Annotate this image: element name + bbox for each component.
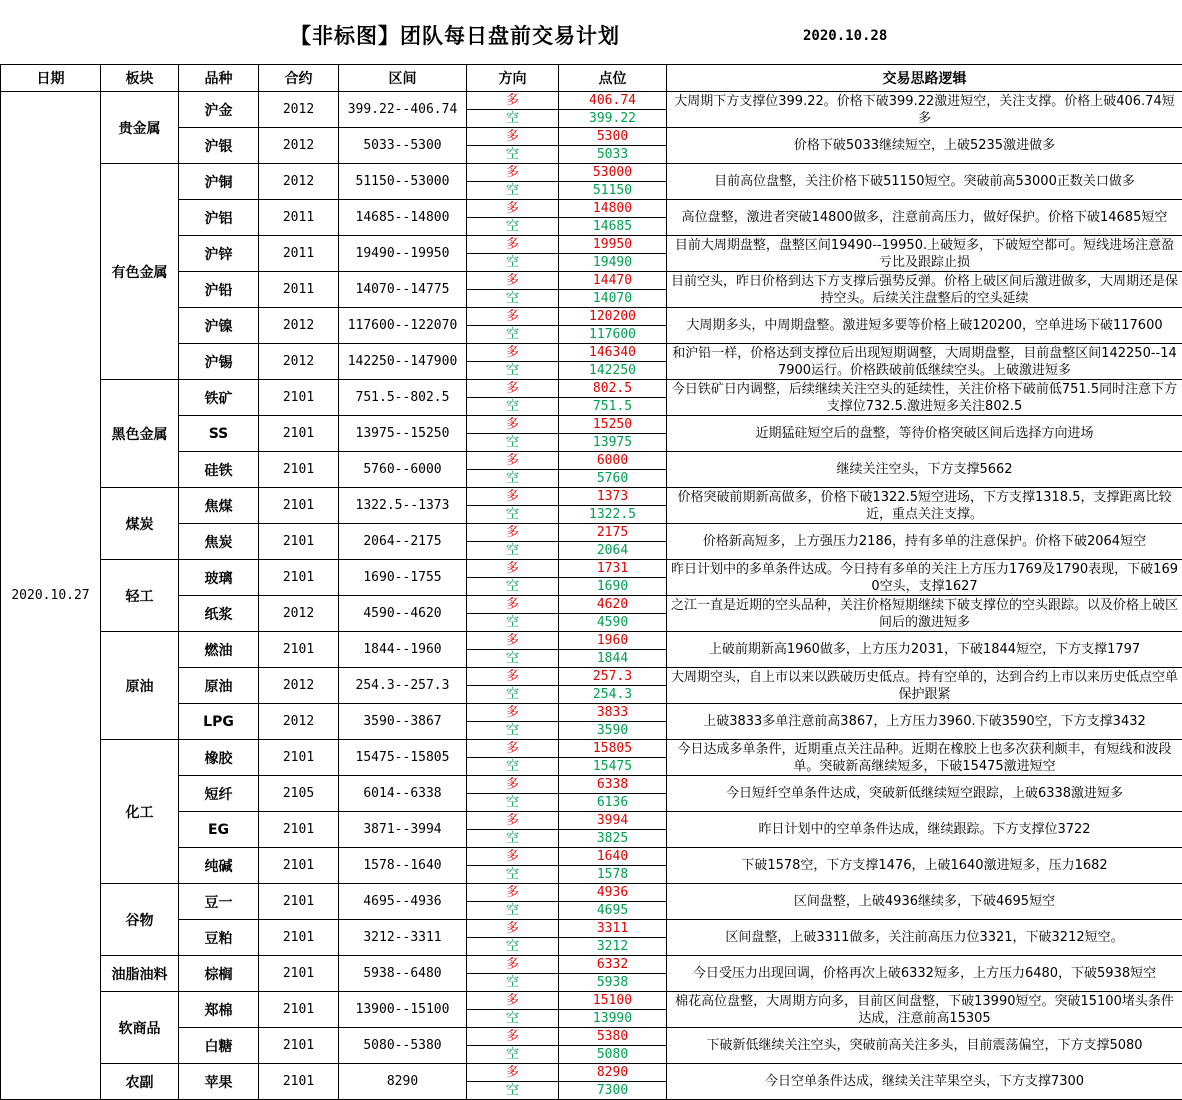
level-long: 802.5 <box>559 380 667 398</box>
sector-cell: 软商品 <box>101 992 179 1064</box>
level-long: 1731 <box>559 560 667 578</box>
direction-long: 多 <box>467 236 559 254</box>
level-long: 120200 <box>559 308 667 326</box>
table-row <box>1 956 1182 974</box>
range-cell: 3590--3867 <box>339 704 467 740</box>
logic-cell: 目前空头，昨日价格到达下方支撑后强势反弹。价格上破区间后激进做多，大周期还是保持空头。后续关注盘整后的空头延续 <box>667 272 1182 308</box>
col-header-level: 点位 <box>559 65 667 92</box>
direction-short: 空 <box>467 614 559 632</box>
level-long: 3311 <box>559 920 667 938</box>
col-header-variety: 品种 <box>179 65 259 92</box>
direction-short: 空 <box>467 722 559 740</box>
variety-cell: LPG <box>179 704 259 740</box>
variety-cell: 短纤 <box>179 776 259 812</box>
variety-cell: 沪锌 <box>179 236 259 272</box>
range-cell: 5938--6480 <box>339 956 467 992</box>
range-cell: 13900--15100 <box>339 992 467 1028</box>
logic-cell: 近期猛砫短空后的盘整，等待价格突破区间后选择方向进场 <box>667 416 1182 452</box>
table-row <box>1 92 1182 110</box>
direction-long: 多 <box>467 776 559 794</box>
logic-cell: 今日达成多单条件，近期重点关注品种。近期在橡胶上也多次获利颇丰，有短线和波段单。突破新高继续短多，下破15475激进短空 <box>667 740 1182 776</box>
contract-cell: 2101 <box>259 1028 339 1064</box>
table-row <box>1 992 1182 1010</box>
logic-cell: 目前高位盘整，关注价格下破51150短空。突破前高53000正数关口做多 <box>667 164 1182 200</box>
variety-cell: EG <box>179 812 259 848</box>
direction-long: 多 <box>467 596 559 614</box>
variety-cell: 豆一 <box>179 884 259 920</box>
contract-cell: 2012 <box>259 92 339 128</box>
col-header-date: 日期 <box>1 65 101 92</box>
table-row <box>1 848 1182 866</box>
page-title: 【非标图】团队每日盘前交易计划 <box>290 20 620 50</box>
variety-cell: 焦炭 <box>179 524 259 560</box>
range-cell: 5033--5300 <box>339 128 467 164</box>
contract-cell: 2101 <box>259 380 339 416</box>
direction-short: 空 <box>467 1082 559 1100</box>
direction-long: 多 <box>467 344 559 362</box>
direction-short: 空 <box>467 326 559 344</box>
logic-cell: 继续关注空头，下方支撑5662 <box>667 452 1182 488</box>
direction-long: 多 <box>467 416 559 434</box>
level-short: 19490 <box>559 254 667 272</box>
direction-short: 空 <box>467 686 559 704</box>
level-long: 14800 <box>559 200 667 218</box>
date-cell: 2020.10.27 <box>1 92 101 1100</box>
logic-cell: 今日铁矿日内调整，后续继续关注空头的延续性，关注价格下破前低751.5同时注意下方支撑位732.5.激进短多关注802.5 <box>667 380 1182 416</box>
table-row <box>1 200 1182 218</box>
logic-cell: 今日短纤空单条件达成，突破新低继续短空跟踪，上破6338激进短多 <box>667 776 1182 812</box>
title-area <box>0 0 1182 64</box>
direction-short: 空 <box>467 866 559 884</box>
range-cell: 14685--14800 <box>339 200 467 236</box>
level-short: 6136 <box>559 794 667 812</box>
table-row <box>1 776 1182 794</box>
col-header-direction: 方向 <box>467 65 559 92</box>
variety-cell: 硅铁 <box>179 452 259 488</box>
variety-cell: 沪银 <box>179 128 259 164</box>
logic-cell: 目前大周期盘整，盘整区间19490--19950.上破短多，下破短空都可。短线进场注意盈亏比及跟踪止损 <box>667 236 1182 272</box>
logic-cell: 下破1578空，下方支撑1476，上破1640激进短多，压力1682 <box>667 848 1182 884</box>
range-cell: 19490--19950 <box>339 236 467 272</box>
variety-cell: 沪铅 <box>179 272 259 308</box>
level-long: 2175 <box>559 524 667 542</box>
logic-cell: 下破新低继续关注空头，突破前高关注多头，目前震荡偏空，下方支撑5080 <box>667 1028 1182 1064</box>
variety-cell: 铁矿 <box>179 380 259 416</box>
level-long: 3994 <box>559 812 667 830</box>
direction-long: 多 <box>467 956 559 974</box>
direction-long: 多 <box>467 308 559 326</box>
variety-cell: 原油 <box>179 668 259 704</box>
table-row <box>1 380 1182 398</box>
range-cell: 1322.5--1373 <box>339 488 467 524</box>
variety-cell: 玻璃 <box>179 560 259 596</box>
direction-long: 多 <box>467 704 559 722</box>
range-cell: 51150--53000 <box>339 164 467 200</box>
contract-cell: 2012 <box>259 164 339 200</box>
table-row <box>1 596 1182 614</box>
plan-body <box>1 92 1182 1100</box>
level-short: 1578 <box>559 866 667 884</box>
direction-long: 多 <box>467 992 559 1010</box>
contract-cell: 2101 <box>259 524 339 560</box>
header-row <box>1 65 1182 92</box>
logic-cell: 上破前期新高1960做多，上方压力2031，下破1844短空，下方支撑1797 <box>667 632 1182 668</box>
range-cell: 15475--15805 <box>339 740 467 776</box>
variety-cell: 沪镍 <box>179 308 259 344</box>
variety-cell: 豆粕 <box>179 920 259 956</box>
contract-cell: 2101 <box>259 812 339 848</box>
sector-cell: 煤炭 <box>101 488 179 560</box>
level-short: 254.3 <box>559 686 667 704</box>
level-long: 6338 <box>559 776 667 794</box>
direction-short: 空 <box>467 398 559 416</box>
level-short: 399.22 <box>559 110 667 128</box>
range-cell: 5760--6000 <box>339 452 467 488</box>
direction-short: 空 <box>467 794 559 812</box>
contract-cell: 2101 <box>259 920 339 956</box>
plan-table <box>0 64 1182 1100</box>
range-cell: 14070--14775 <box>339 272 467 308</box>
level-short: 5080 <box>559 1046 667 1064</box>
direction-short: 空 <box>467 650 559 668</box>
level-short: 4590 <box>559 614 667 632</box>
sector-cell: 油脂油料 <box>101 956 179 992</box>
contract-cell: 2012 <box>259 704 339 740</box>
contract-cell: 2101 <box>259 488 339 524</box>
contract-cell: 2101 <box>259 452 339 488</box>
direction-short: 空 <box>467 1010 559 1028</box>
range-cell: 142250--147900 <box>339 344 467 380</box>
contract-cell: 2101 <box>259 884 339 920</box>
level-short: 15475 <box>559 758 667 776</box>
direction-long: 多 <box>467 1028 559 1046</box>
range-cell: 5080--5380 <box>339 1028 467 1064</box>
range-cell: 13975--15250 <box>339 416 467 452</box>
level-long: 8290 <box>559 1064 667 1082</box>
variety-cell: 橡胶 <box>179 740 259 776</box>
range-cell: 3871--3994 <box>339 812 467 848</box>
level-long: 4936 <box>559 884 667 902</box>
direction-short: 空 <box>467 254 559 272</box>
level-long: 6332 <box>559 956 667 974</box>
level-long: 19950 <box>559 236 667 254</box>
direction-short: 空 <box>467 362 559 380</box>
range-cell: 3212--3311 <box>339 920 467 956</box>
direction-long: 多 <box>467 632 559 650</box>
level-short: 2064 <box>559 542 667 560</box>
table-row <box>1 452 1182 470</box>
direction-long: 多 <box>467 452 559 470</box>
direction-long: 多 <box>467 128 559 146</box>
logic-cell: 上破3833多单注意前高3867，上方压力3960.下破3590空，下方支撑3432 <box>667 704 1182 740</box>
level-long: 4620 <box>559 596 667 614</box>
direction-short: 空 <box>467 506 559 524</box>
level-long: 1373 <box>559 488 667 506</box>
logic-cell: 昨日计划中的多单条件达成。今日持有多单的关注上方压力1769及1790表现，下破1690空头，支撑1627 <box>667 560 1182 596</box>
contract-cell: 2101 <box>259 740 339 776</box>
level-short: 1322.5 <box>559 506 667 524</box>
contract-cell: 2101 <box>259 1064 339 1100</box>
direction-long: 多 <box>467 92 559 110</box>
direction-short: 空 <box>467 146 559 164</box>
level-short: 142250 <box>559 362 667 380</box>
level-short: 14070 <box>559 290 667 308</box>
level-short: 5760 <box>559 470 667 488</box>
col-header-logic: 交易思路逻辑 <box>667 65 1182 92</box>
logic-cell: 今日空单条件达成，继续关注苹果空头，下方支撑7300 <box>667 1064 1182 1100</box>
direction-long: 多 <box>467 848 559 866</box>
logic-cell: 大周期多头，中周期盘整。激进短多要等价格上破120200，空单进场下破117600 <box>667 308 1182 344</box>
sector-cell: 贵金属 <box>101 92 179 164</box>
contract-cell: 2101 <box>259 560 339 596</box>
level-short: 13990 <box>559 1010 667 1028</box>
logic-cell: 昨日计划中的空单条件达成，继续跟踪。下方支撑位3722 <box>667 812 1182 848</box>
level-long: 406.74 <box>559 92 667 110</box>
col-header-contract: 合约 <box>259 65 339 92</box>
logic-cell: 价格突破前期新高做多，价格下破1322.5短空进场，下方支撑1318.5，支撑距离比较近，重点关注支撑。 <box>667 488 1182 524</box>
level-short: 1844 <box>559 650 667 668</box>
level-long: 15100 <box>559 992 667 1010</box>
range-cell: 751.5--802.5 <box>339 380 467 416</box>
range-cell: 1578--1640 <box>339 848 467 884</box>
level-long: 5300 <box>559 128 667 146</box>
contract-cell: 2012 <box>259 344 339 380</box>
range-cell: 1844--1960 <box>339 632 467 668</box>
variety-cell: 沪铝 <box>179 200 259 236</box>
direction-short: 空 <box>467 938 559 956</box>
level-long: 1640 <box>559 848 667 866</box>
sector-cell: 黑色金属 <box>101 380 179 488</box>
variety-cell: SS <box>179 416 259 452</box>
direction-long: 多 <box>467 524 559 542</box>
level-long: 5380 <box>559 1028 667 1046</box>
plan-date: 2020.10.28 <box>803 28 887 44</box>
direction-long: 多 <box>467 560 559 578</box>
direction-short: 空 <box>467 974 559 992</box>
direction-short: 空 <box>467 542 559 560</box>
level-long: 6000 <box>559 452 667 470</box>
direction-long: 多 <box>467 488 559 506</box>
table-row <box>1 344 1182 362</box>
contract-cell: 2011 <box>259 272 339 308</box>
logic-cell: 价格新高短多，上方强压力2186，持有多单的注意保护。价格下破2064短空 <box>667 524 1182 560</box>
logic-cell: 大周期空头，自上市以来以跌破历史低点。持有空单的，达到合约上市以来历史低点空单保护跟紧 <box>667 668 1182 704</box>
contract-cell: 2101 <box>259 632 339 668</box>
table-row <box>1 632 1182 650</box>
variety-cell: 纯碱 <box>179 848 259 884</box>
variety-cell: 纸浆 <box>179 596 259 632</box>
level-short: 4695 <box>559 902 667 920</box>
range-cell: 8290 <box>339 1064 467 1100</box>
sector-cell: 轻工 <box>101 560 179 632</box>
range-cell: 2064--2175 <box>339 524 467 560</box>
logic-cell: 区间盘整，上破3311做多，关注前高压力位3321，下破3212短空。 <box>667 920 1182 956</box>
direction-short: 空 <box>467 830 559 848</box>
direction-short: 空 <box>467 182 559 200</box>
table-row <box>1 272 1182 290</box>
level-short: 13975 <box>559 434 667 452</box>
table-row <box>1 164 1182 182</box>
level-short: 3590 <box>559 722 667 740</box>
table-row <box>1 488 1182 506</box>
level-long: 1960 <box>559 632 667 650</box>
level-short: 3825 <box>559 830 667 848</box>
direction-short: 空 <box>467 470 559 488</box>
variety-cell: 郑棉 <box>179 992 259 1028</box>
level-long: 146340 <box>559 344 667 362</box>
direction-long: 多 <box>467 164 559 182</box>
contract-cell: 2012 <box>259 308 339 344</box>
contract-cell: 2012 <box>259 596 339 632</box>
direction-long: 多 <box>467 1064 559 1082</box>
direction-long: 多 <box>467 668 559 686</box>
direction-short: 空 <box>467 902 559 920</box>
col-header-range: 区间 <box>339 65 467 92</box>
direction-short: 空 <box>467 218 559 236</box>
contract-cell: 2101 <box>259 416 339 452</box>
variety-cell: 苹果 <box>179 1064 259 1100</box>
level-long: 15250 <box>559 416 667 434</box>
direction-short: 空 <box>467 758 559 776</box>
table-row <box>1 416 1182 434</box>
table-row <box>1 128 1182 146</box>
sector-cell: 原油 <box>101 632 179 740</box>
contract-cell: 2011 <box>259 200 339 236</box>
variety-cell: 白糖 <box>179 1028 259 1064</box>
table-row <box>1 920 1182 938</box>
range-cell: 399.22--406.74 <box>339 92 467 128</box>
variety-cell: 沪铜 <box>179 164 259 200</box>
contract-cell: 2101 <box>259 848 339 884</box>
level-long: 53000 <box>559 164 667 182</box>
direction-long: 多 <box>467 200 559 218</box>
sector-cell: 有色金属 <box>101 164 179 380</box>
level-short: 5033 <box>559 146 667 164</box>
variety-cell: 燃油 <box>179 632 259 668</box>
direction-short: 空 <box>467 1046 559 1064</box>
table-row <box>1 308 1182 326</box>
direction-long: 多 <box>467 884 559 902</box>
level-short: 7300 <box>559 1082 667 1100</box>
sector-cell: 农副 <box>101 1064 179 1100</box>
level-short: 5938 <box>559 974 667 992</box>
table-row <box>1 668 1182 686</box>
level-long: 3833 <box>559 704 667 722</box>
contract-cell: 2101 <box>259 992 339 1028</box>
range-cell: 4590--4620 <box>339 596 467 632</box>
level-short: 751.5 <box>559 398 667 416</box>
level-short: 117600 <box>559 326 667 344</box>
contract-cell: 2012 <box>259 128 339 164</box>
level-short: 14685 <box>559 218 667 236</box>
range-cell: 4695--4936 <box>339 884 467 920</box>
direction-short: 空 <box>467 110 559 128</box>
direction-short: 空 <box>467 434 559 452</box>
contract-cell: 2105 <box>259 776 339 812</box>
table-row <box>1 884 1182 902</box>
range-cell: 254.3--257.3 <box>339 668 467 704</box>
logic-cell: 大周期下方支撑位399.22。价格下破399.22激进短空，关注支撑。价格上破406.74短多 <box>667 92 1182 128</box>
table-row <box>1 812 1182 830</box>
direction-long: 多 <box>467 812 559 830</box>
table-row <box>1 560 1182 578</box>
direction-short: 空 <box>467 290 559 308</box>
table-row <box>1 524 1182 542</box>
range-cell: 6014--6338 <box>339 776 467 812</box>
level-long: 14470 <box>559 272 667 290</box>
table-row <box>1 1064 1182 1082</box>
logic-cell: 之江一直是近期的空头品种，关注价格短期继续下破支撑位的空头跟踪。以及价格上破区间后的激进短多 <box>667 596 1182 632</box>
variety-cell: 棕榈 <box>179 956 259 992</box>
logic-cell: 高位盘整，激进者突破14800做多，注意前高压力，做好保护。价格下破14685短空 <box>667 200 1182 236</box>
table-row <box>1 740 1182 758</box>
variety-cell: 沪锡 <box>179 344 259 380</box>
level-long: 15805 <box>559 740 667 758</box>
table-row <box>1 236 1182 254</box>
sector-cell: 谷物 <box>101 884 179 956</box>
direction-long: 多 <box>467 920 559 938</box>
direction-long: 多 <box>467 380 559 398</box>
level-short: 1690 <box>559 578 667 596</box>
contract-cell: 2011 <box>259 236 339 272</box>
level-short: 3212 <box>559 938 667 956</box>
direction-long: 多 <box>467 272 559 290</box>
logic-cell: 和沪铅一样，价格达到支撑位后出现短期调整，大周期盘整，目前盘整区间142250--147900运行。价格跌破前低继续空头。上破激进短多 <box>667 344 1182 380</box>
table-row <box>1 1028 1182 1046</box>
logic-cell: 价格下破5033继续短空，上破5235激进做多 <box>667 128 1182 164</box>
sector-cell: 化工 <box>101 740 179 884</box>
logic-cell: 棉花高位盘整，大周期方向多，目前区间盘整，下破13990短空。突破15100堵头条件达成，注意前高15305 <box>667 992 1182 1028</box>
contract-cell: 2012 <box>259 668 339 704</box>
direction-long: 多 <box>467 740 559 758</box>
logic-cell: 区间盘整，上破4936继续多，下破4695短空 <box>667 884 1182 920</box>
variety-cell: 焦煤 <box>179 488 259 524</box>
level-short: 51150 <box>559 182 667 200</box>
logic-cell: 今日受压力出现回调，价格再次上破6332短多，上方压力6480，下破5938短空 <box>667 956 1182 992</box>
contract-cell: 2101 <box>259 956 339 992</box>
direction-short: 空 <box>467 578 559 596</box>
col-header-sector: 板块 <box>101 65 179 92</box>
variety-cell: 沪金 <box>179 92 259 128</box>
range-cell: 1690--1755 <box>339 560 467 596</box>
table-row <box>1 704 1182 722</box>
range-cell: 117600--122070 <box>339 308 467 344</box>
level-long: 257.3 <box>559 668 667 686</box>
